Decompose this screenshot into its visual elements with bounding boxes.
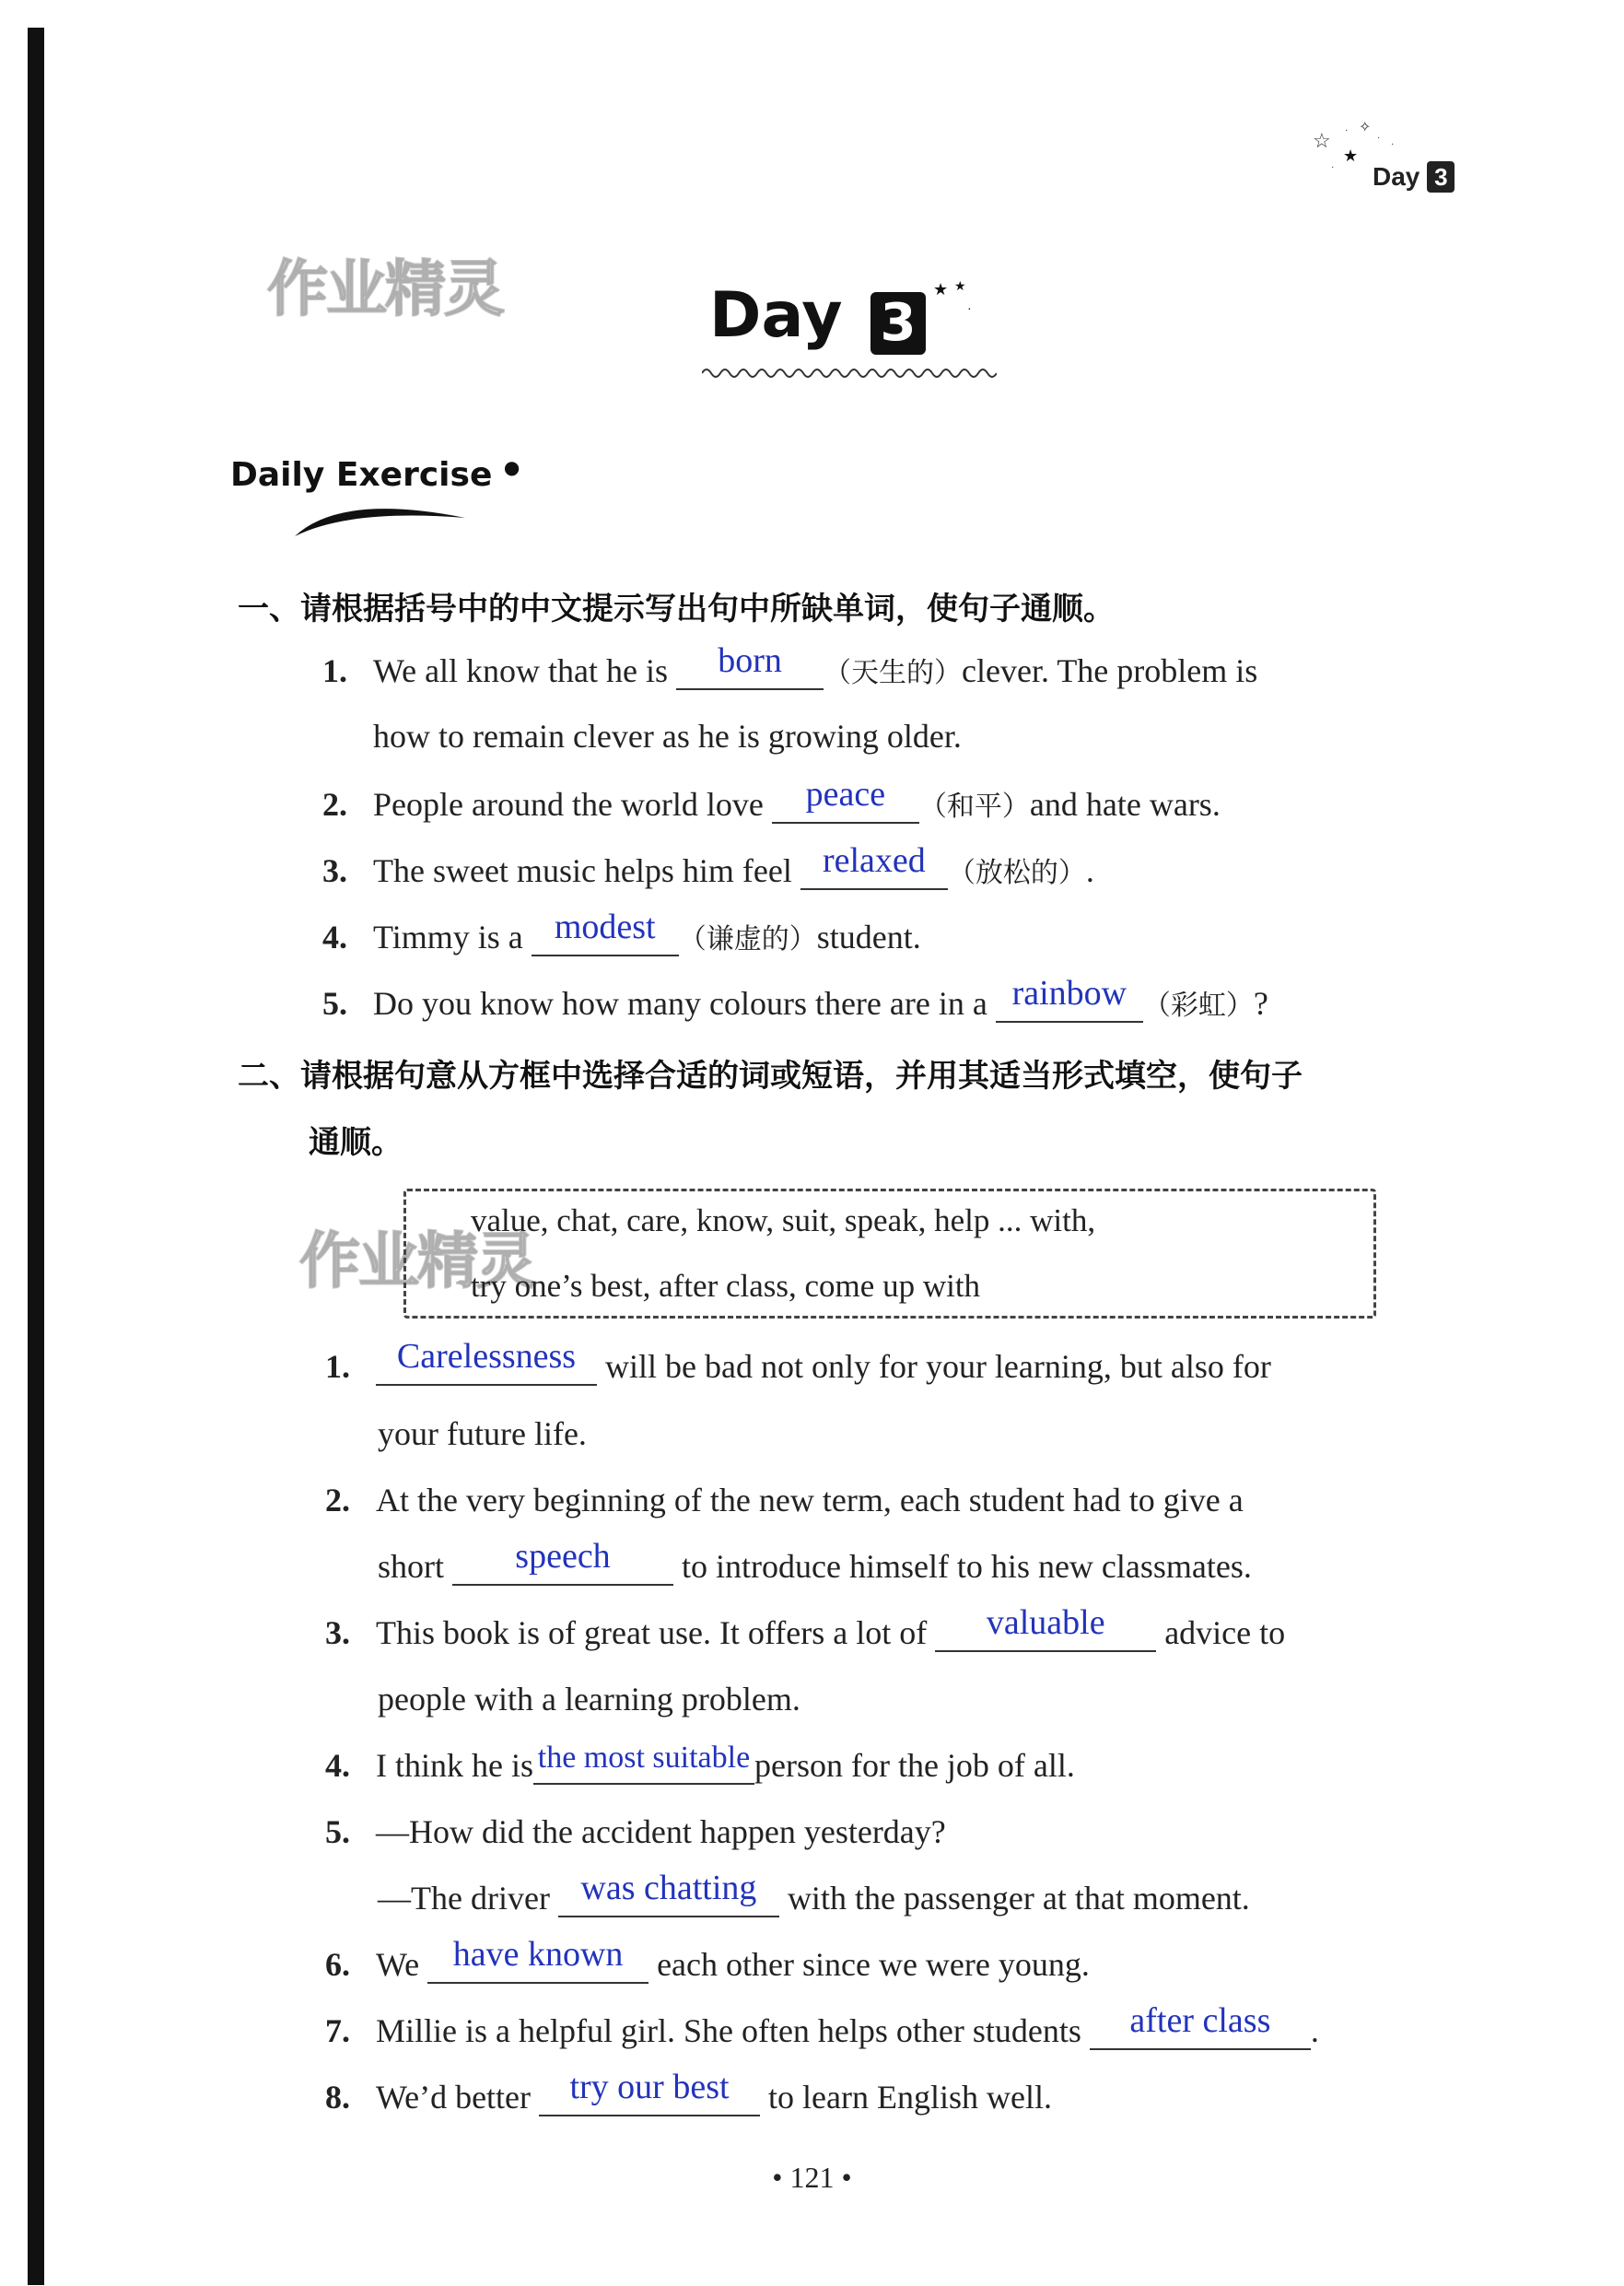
word-box: [403, 1189, 1376, 1319]
word-box-row: value, chat, care, know, suit, speak, help ... with,: [471, 1202, 1096, 1238]
answer-blank[interactable]: have known: [427, 1945, 648, 1984]
svg-text:·: ·: [1345, 126, 1349, 136]
answer-blank[interactable]: rainbow: [996, 984, 1143, 1023]
svg-text:✧: ✧: [1359, 120, 1372, 135]
list-item: 4. Timmy is a modest （谦虚的）student.: [322, 908, 921, 955]
svg-text:·: ·: [1377, 134, 1381, 144]
section1-heading: 一、请根据括号中的中文提示写出句中所缺单词，使句子通顺。: [238, 591, 1115, 627]
list-item: 1. Carelessness will be bad not only for your learning, but also for: [325, 1337, 1271, 1385]
title-wave-divider: [702, 364, 997, 382]
list-item: 6. We have known each other since we were young.: [325, 1935, 1090, 1983]
list-item-continuation: people with a learning problem.: [378, 1681, 800, 1717]
title-day-number: 3: [870, 292, 926, 355]
answer-blank[interactable]: relaxed: [800, 851, 948, 890]
running-header: [1373, 161, 1455, 193]
word-box-row: try one’s best, after class, come up with: [471, 1268, 981, 1304]
answer-blank[interactable]: the most suitable: [533, 1746, 754, 1785]
list-item: 1. We all know that he is born （天生的）clever. The problem is: [322, 641, 1258, 689]
list-item: 2. People around the world love peace （和平）and hate wars.: [322, 775, 1221, 823]
header-day-label: Day: [1373, 162, 1420, 191]
header-day-number: 3: [1427, 161, 1455, 193]
daily-exercise-label: Daily Exercise ●: [230, 456, 520, 494]
svg-text:★: ★: [1343, 147, 1359, 165]
list-item: 2. At the very beginning of the new term, each student had to give a: [325, 1482, 1244, 1518]
svg-text:·: ·: [1391, 140, 1395, 150]
answer-blank[interactable]: speech: [452, 1547, 673, 1586]
list-item-continuation: —The driver was chatting with the passenger at that moment.: [378, 1869, 1250, 1917]
svg-text:★: ★: [954, 280, 966, 294]
answer-blank[interactable]: Carelessness: [376, 1347, 597, 1386]
list-item: 5. —How did the accident happen yesterday?: [325, 1813, 946, 1850]
list-item: 7. Millie is a helpful girl. She often helps other students after class .: [325, 2001, 1319, 2049]
swoosh-decoration: [286, 498, 470, 544]
list-item: 3. The sweet music helps him feel relaxed （放松的）.: [322, 841, 1094, 889]
answer-blank[interactable]: born: [676, 651, 824, 690]
svg-text:★: ★: [933, 280, 949, 299]
list-item: 8. We’d better try our best to learn English well.: [325, 2068, 1052, 2116]
list-item: 4. I think he is the most suitable person for the job of all.: [325, 1741, 1075, 1784]
list-item-continuation: your future life.: [378, 1415, 587, 1452]
svg-text:·: ·: [1331, 163, 1335, 173]
answer-blank[interactable]: modest: [532, 918, 679, 956]
answer-blank[interactable]: valuable: [935, 1613, 1156, 1652]
page-binding-edge: [28, 28, 44, 2285]
section2-heading: 二、请根据句意从方框中选择合适的词或短语，并用其适当形式填空，使句子: [238, 1058, 1303, 1095]
sparkle-icon: [929, 272, 984, 327]
svg-text:·: ·: [967, 303, 972, 317]
list-item: 5. Do you know how many colours there are in a rainbow （彩虹）?: [322, 974, 1268, 1022]
list-item: 3. This book is of great use. It offers a lot of valuable advice to: [325, 1603, 1286, 1651]
answer-blank[interactable]: was chatting: [558, 1879, 779, 1917]
list-item-continuation: short speech to introduce himself to his new classmates.: [378, 1537, 1252, 1585]
title-day-label: Day: [709, 279, 843, 352]
answer-blank[interactable]: try our best: [539, 2078, 760, 2116]
answer-blank[interactable]: peace: [772, 785, 919, 824]
svg-text:☆: ☆: [1313, 129, 1331, 152]
watermark: 作业精灵: [299, 1225, 535, 1296]
answer-blank[interactable]: after class: [1090, 2011, 1311, 2050]
list-item-continuation: how to remain clever as he is growing older.: [373, 718, 962, 755]
page-number: • 121 •: [772, 2161, 852, 2194]
watermark: 作业精灵: [267, 253, 503, 324]
section2-heading-cont: 通顺。: [309, 1124, 403, 1161]
